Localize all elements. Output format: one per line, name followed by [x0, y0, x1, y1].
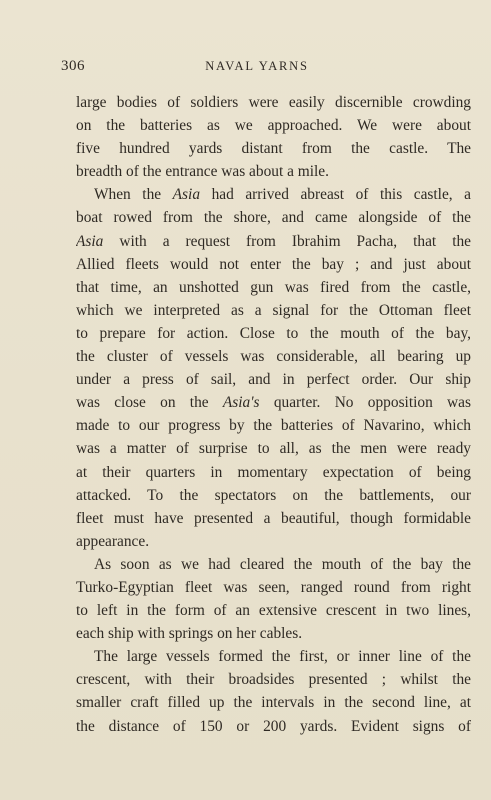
text-line: at their quarters in momentary expectation of being — [76, 463, 471, 481]
italic-ship-name: Asia's — [222, 394, 260, 412]
text-line: on the batteries as we approached. We were about — [76, 117, 471, 135]
paragraph — [76, 645, 471, 737]
text-line: five hundred yards distant from the castle. The — [76, 140, 471, 158]
text-line: crescent, with their broadsides presented ; whilst the — [76, 671, 471, 689]
text-line: was a matter of surprise to all, as the men were ready — [76, 440, 471, 458]
text-line: appearance. — [76, 532, 150, 550]
text-line: was close on the Asia's quarter. No opposition was — [76, 394, 471, 412]
text-line: Asia with a request from Ibrahim Pacha, that the — [76, 232, 471, 250]
text-line: the cluster of vessels was considerable, all bearing up — [76, 348, 471, 366]
text-line: made to our progress by the batteries of Navarino, which — [76, 417, 471, 435]
italic-ship-name: Asia — [76, 232, 104, 250]
page-header — [61, 58, 453, 80]
text-line: to prepare for action. Close to the mouth of the bay, — [76, 324, 471, 342]
text-line: to left in the form of an extensive crescent in two lines, — [76, 602, 471, 620]
text-line: fleet must have presented a beautiful, though formidable — [76, 509, 471, 527]
text-line: the distance of 150 or 200 yards. Evident signs of — [76, 717, 471, 735]
text-line: breadth of the entrance was about a mile. — [76, 163, 329, 181]
paragraph — [76, 183, 471, 553]
text-line: Allied fleets would not enter the bay ; and just about — [76, 255, 471, 273]
text-line: smaller craft filled up the intervals in the second line, at — [76, 694, 471, 712]
text-line: When the Asia had arrived abreast of this castle, a — [94, 186, 471, 204]
page-number: 306 — [61, 58, 85, 74]
text-line: attacked. To the spectators on the battlements, our — [76, 486, 471, 504]
text-line: that time, an unshotted gun was fired from the castle, — [76, 278, 471, 296]
paragraph — [76, 553, 471, 645]
text-line: boat rowed from the shore, and came alongside of the — [76, 209, 471, 227]
text-line: As soon as we had cleared the mouth of the bay the — [94, 555, 471, 573]
italic-ship-name: Asia — [172, 186, 201, 204]
running-head: NAVAL YARNS — [205, 59, 309, 73]
text-line: under a press of sail, and in perfect order. Our ship — [76, 371, 471, 389]
text-line: which we interpreted as a signal for the Ottoman fleet — [76, 301, 471, 319]
body-text — [76, 91, 471, 738]
text-line: Turko-Egyptian fleet was seen, ranged round from right — [76, 578, 471, 596]
paragraph — [76, 91, 471, 183]
text-line: each ship with springs on her cables. — [76, 625, 303, 643]
text-line: large bodies of soldiers were easily discernible crowding — [76, 94, 471, 111]
text-line: The large vessels formed the first, or inner line of the — [94, 648, 471, 666]
